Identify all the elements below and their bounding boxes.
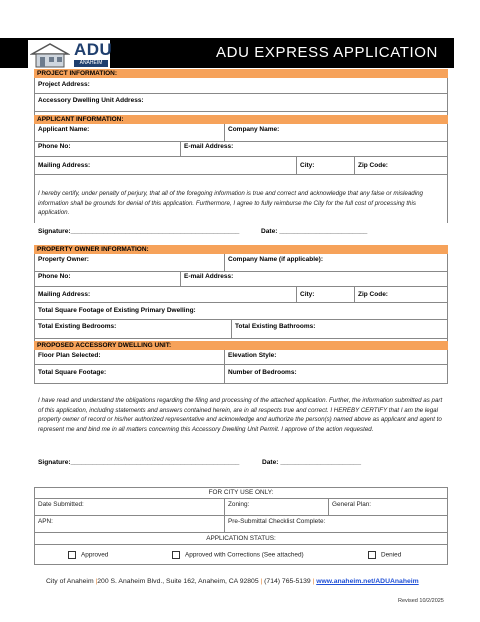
section-project-heading: PROJECT INFORMATION: [34, 69, 448, 78]
company-name-label: Company Name: [228, 126, 280, 133]
property-owner-label: Property Owner: [38, 256, 89, 263]
checkbox-icon[interactable] [172, 551, 180, 559]
divider [34, 286, 448, 287]
section-owner-heading: PROPERTY OWNER INFORMATION: [34, 245, 448, 254]
divider [180, 141, 181, 156]
divider [34, 156, 448, 157]
acknowledgement-text: I have read and understand the obligations regarding the filing and processing of the attached application. Further, the information submitted as part of this application, including statements and answers contained herein, are in all respects true and correct. I HEREBY CERTIFY that I am the legal property owner of record or his/her authorized representative and acknowledge and authorize the person(s) named above as applicant and agent to represent me and bind me in all matters concerning this Accessory Dwelling Unit Permit. I approve of the action requested. [38, 397, 443, 433]
application-status-heading: APPLICATION STATUS: [206, 535, 276, 542]
footer [46, 578, 419, 585]
divider [224, 254, 225, 271]
divider [34, 544, 448, 545]
divider [34, 532, 448, 533]
divider [34, 271, 448, 272]
house-icon [30, 42, 70, 68]
approved-corrections-label: Approved with Corrections (See attached) [185, 551, 304, 559]
footer-city: City of Anaheim [46, 578, 94, 585]
approved-corrections-option[interactable] [172, 551, 304, 559]
applicant-name-label: Applicant Name: [38, 126, 90, 133]
divider [296, 286, 297, 302]
divider [34, 302, 448, 303]
existing-bedrooms-label: Total Existing Bedrooms: [38, 323, 117, 330]
checkbox-icon[interactable] [68, 551, 76, 559]
logo-subtext: ANAHEIM [74, 60, 108, 67]
footer-separator: | [312, 578, 315, 585]
footer-phone: (714) 765-5139 [264, 578, 311, 585]
approved-label: Approved [81, 551, 109, 559]
certification-text: I hereby certify, under penalty of perjury, that all of the foregoing information is true and correct and acknowledge that any false or misleading information shall be grounds for denial of this application. Furthermore, I agree to fully reimburse the City for the full cost of processing this application. [38, 190, 423, 216]
owner-mailing-label: Mailing Address: [38, 291, 91, 298]
footer-separator: | [260, 578, 263, 585]
existing-sqft-label: Total Square Footage of Existing Primary Dwelling: [38, 307, 196, 314]
denied-option[interactable] [368, 551, 401, 559]
owner-email-label: E-mail Address: [184, 273, 234, 280]
footer-website-link[interactable]: www.anaheim.net/ADUAnaheim [316, 578, 419, 585]
logo-text: ADU [74, 40, 113, 59]
elevation-style-label: Elevation Style: [228, 352, 277, 359]
owner-zip-label: Zip Code: [358, 291, 388, 298]
revision-date: Revised 10/2/2025 [398, 598, 444, 604]
adu-address-label: Accessory Dwelling Unit Address: [38, 97, 144, 104]
checklist-label: Pre-Submittal Checklist Complete: [228, 518, 326, 525]
divider [180, 271, 181, 286]
date-line-2[interactable]: Date: ______________________ [262, 459, 361, 466]
divider [34, 174, 448, 175]
divider [296, 156, 297, 174]
divider [34, 364, 448, 365]
divider [34, 93, 448, 94]
mailing-address-label: Mailing Address: [38, 162, 91, 169]
divider [34, 515, 448, 516]
divider [34, 141, 448, 142]
checkbox-icon[interactable] [368, 551, 376, 559]
divider [354, 286, 355, 302]
phone-label: Phone No: [38, 143, 71, 150]
zip-label: Zip Code: [358, 162, 388, 169]
divider [224, 350, 225, 383]
owner-company-label: Company Name (if applicable): [228, 256, 323, 263]
divider [224, 124, 225, 141]
date-line-1[interactable]: Date: ________________________ [261, 228, 368, 235]
section-applicant-heading: APPLICANT INFORMATION: [34, 115, 448, 124]
divider [34, 383, 448, 384]
divider [34, 498, 448, 499]
total-sqft-label: Total Square Footage: [38, 369, 107, 376]
divider [34, 319, 448, 320]
owner-city-label: City: [300, 291, 315, 298]
project-address-label: Project Address: [38, 81, 90, 88]
zoning-label: Zoning: [228, 501, 250, 508]
divider [34, 338, 448, 339]
footer-separator: | [95, 578, 98, 585]
denied-label: Denied [381, 551, 402, 559]
section-proposed-heading: PROPOSED ACCESSORY DWELLING UNIT: [34, 341, 448, 350]
divider [354, 156, 355, 174]
divider [231, 319, 232, 338]
page-title: ADU EXPRESS APPLICATION [216, 44, 438, 61]
signature-line-1[interactable]: Signature:______________________________________________ [38, 228, 240, 235]
owner-phone-label: Phone No: [38, 273, 71, 280]
date-submitted-label: Date Submitted: [38, 501, 84, 508]
email-label: E-mail Address: [184, 143, 234, 150]
city-use-heading: FOR CITY USE ONLY: [208, 489, 274, 496]
approved-option[interactable] [68, 551, 108, 559]
footer-address: 200 S. Anaheim Blvd., Suite 162, Anaheim, CA 92805 [97, 578, 259, 585]
city-label: City: [300, 162, 315, 169]
divider [34, 111, 448, 112]
existing-bathrooms-label: Total Existing Bathrooms: [235, 323, 316, 330]
number-bedrooms-label: Number of Bedrooms: [228, 369, 297, 376]
divider [328, 498, 329, 515]
apn-label: APN: [38, 518, 53, 525]
signature-line-2[interactable]: Signature:______________________________________________ [38, 459, 240, 466]
floor-plan-label: Floor Plan Selected: [38, 352, 101, 359]
general-plan-label: General Plan: [332, 501, 372, 508]
adu-anaheim-logo [28, 40, 113, 70]
